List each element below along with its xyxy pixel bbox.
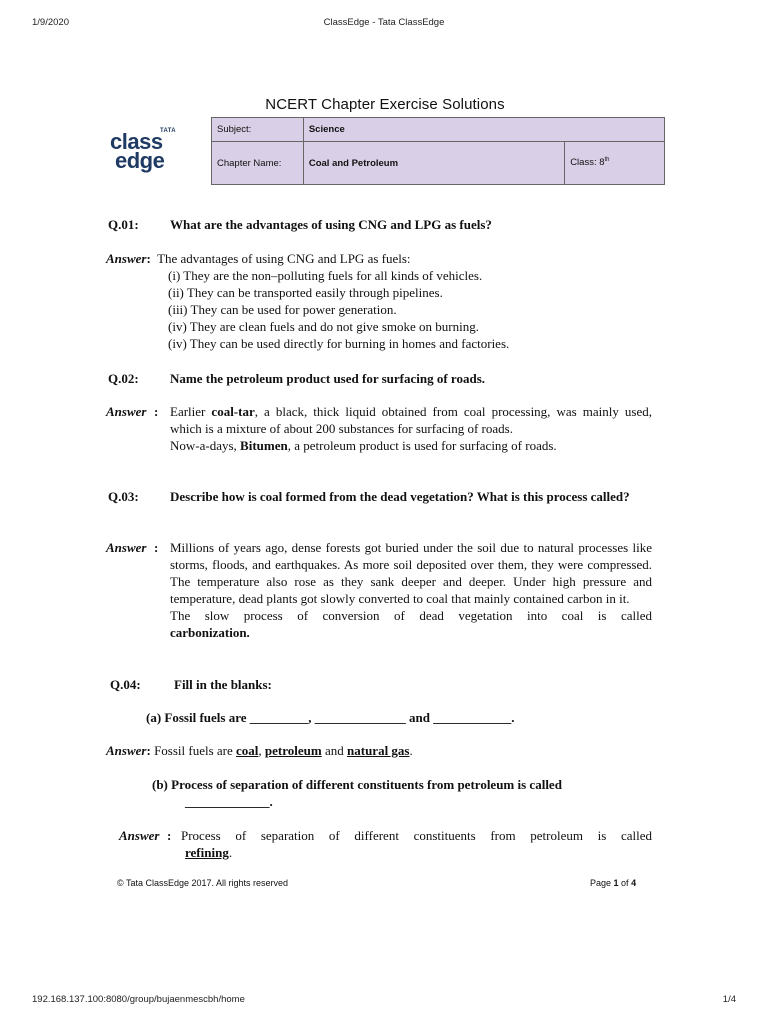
answer-text: Fossil fuels are <box>154 743 237 758</box>
list-item: (i) They are the non–polluting fuels for all kinds of vehicles. <box>168 268 483 283</box>
subject-label: Subject: <box>212 118 304 142</box>
question-number: Q.01: <box>108 217 139 232</box>
class-label: Class: 8 <box>570 157 605 169</box>
answer-label: Answer <box>106 404 147 419</box>
print-title: ClassEdge - Tata ClassEdge <box>323 17 445 28</box>
question-number: Q.02: <box>108 371 139 386</box>
question-4 <box>110 676 510 694</box>
answer-text: Millions of years ago, dense forests got buried under the soil due to natural processes like storms, floods, and earthquakes. As more soil deposited over them, they were compressed. The temperature also rose as they sank deeper and deeper. Under high pressure and temperature, dead plants got slowly converted to coal that mainly contained carbon in it. <box>170 540 652 606</box>
print-url: 192.168.137.100:8080/group/bujaenmescbh/home <box>32 994 245 1005</box>
answer-label: Answer <box>106 251 147 266</box>
question-1 <box>108 216 668 234</box>
question-number: Q.03: <box>108 489 139 504</box>
list-item: (iii) They can be used for power generation. <box>168 302 397 317</box>
document-title: NCERT Chapter Exercise Solutions <box>265 96 505 113</box>
answer-intro: The advantages of using CNG and LPG as fuels: <box>157 251 411 266</box>
print-footer <box>0 994 768 1008</box>
chapter-info-table <box>211 117 665 185</box>
answer-keyword: refining <box>185 845 229 860</box>
answer-text: , a petroleum product is used for surfacing of roads. <box>287 438 557 453</box>
question-3 <box>108 488 654 524</box>
page-of-label: of <box>618 878 632 888</box>
answer-label: Answer <box>106 540 147 555</box>
logo-tata-text: TATA <box>160 128 176 134</box>
page-number: 1 <box>613 878 619 888</box>
answer-label: Answer <box>106 743 147 758</box>
page-total: 4 <box>631 878 637 888</box>
answer-text: Now-a-days, <box>170 438 241 453</box>
answer-keyword: carbonization. <box>170 625 250 640</box>
list-item: (iv) They are clean fuels and do not give smoke on burning. <box>168 319 479 334</box>
question-text: Name the petroleum product used for surfacing of roads. <box>170 371 486 386</box>
question-2 <box>108 370 668 388</box>
classedge-logo <box>106 128 186 174</box>
list-item: (iv) They can be used directly for burning in homes and factories. <box>168 336 510 351</box>
class-cell <box>565 142 665 185</box>
print-header <box>0 17 768 31</box>
chapter-value: Coal and Petroleum <box>303 142 564 185</box>
answer-1: Answer: The advantages of using CNG and LPG as fuels: (i) They are the non–polluting fuels for all kinds of vehicles. (ii) They can be transported easily through pipelines. (iii) They can be used for power generation. (iv) They are clean fuels and do not give smoke on burning. (iv) They can be used directly for burning in homes and factories. <box>106 250 666 352</box>
logo-word-edge: edge <box>115 148 165 173</box>
answer-text: and <box>321 743 348 758</box>
list-item: (ii) They can be transported easily through pipelines. <box>168 285 443 300</box>
question-number: Q.04: <box>110 677 141 692</box>
answer-text: , a black, thick liquid obtained from coal processing, was mainly used, which is a mixture of about 200 substances for surfacing of roads. <box>170 404 652 436</box>
question-text: Describe how is coal formed from the dead vegetation? What is this process called? <box>170 489 630 504</box>
page-label: Page <box>590 878 614 888</box>
class-superscript: th <box>604 157 610 164</box>
question-4b: (b) Process of separation of different constituents from petroleum is called _____________. <box>152 777 562 809</box>
question-text: What are the advantages of using CNG and LPG as fuels? <box>170 217 492 232</box>
answer-text: Earlier <box>170 404 212 419</box>
answer-label: Answer <box>119 828 160 843</box>
answer-4a: Answer: Fossil fuels are coal, petroleum and natural gas. <box>106 743 413 758</box>
print-page-count: 1/4 <box>722 994 736 1005</box>
print-date: 1/9/2020 <box>32 17 69 28</box>
answer-text: . <box>409 743 413 758</box>
chapter-label: Chapter Name: <box>212 142 304 185</box>
answer-keyword: Bitumen <box>240 438 288 453</box>
subject-value: Science <box>303 118 664 142</box>
answer-2: Answer : Earlier coal-tar, a black, thick liquid obtained from coal processing, was mainly used, which is a mixture of about 200 substances for surfacing of roads. Now-a-days, Bitumen, a petroleum product is used for surfacing of roads. <box>106 404 652 453</box>
answer-keyword: natural gas <box>347 743 410 758</box>
answer-text: Process of separation of different constituents from petroleum is called <box>181 828 652 843</box>
copyright-text: © Tata ClassEdge 2017. All rights reserved <box>117 878 289 888</box>
answer-keyword: petroleum <box>264 743 322 758</box>
logo-word-class: class <box>110 129 163 154</box>
answer-4b: Answer : Process of separation of different constituents from petroleum is called refining. <box>119 828 652 860</box>
page-indicator <box>590 878 636 888</box>
answer-keyword: coal <box>236 743 259 758</box>
answer-text: . <box>228 845 233 860</box>
question-4a: (a) Fossil fuels are _________, ______________ and ____________. <box>146 710 515 725</box>
answer-keyword: coal-tar <box>211 404 255 419</box>
answer-text: The slow process of conversion of dead vegetation into coal is called <box>170 608 652 623</box>
answer-3: Answer : Millions of years ago, dense forests got buried under the soil due to natural processes like storms, floods, and earthquakes. As more soil deposited over them, they were compressed. The temperature also rose as they sank deeper and deeper. Under high pressure and temperature, dead plants got slowly converted to coal that mainly contained carbon in it. The slow process of conversion of dead vegetation into coal is called carbonization. <box>106 540 652 640</box>
question-text: Fill in the blanks: <box>174 677 272 692</box>
